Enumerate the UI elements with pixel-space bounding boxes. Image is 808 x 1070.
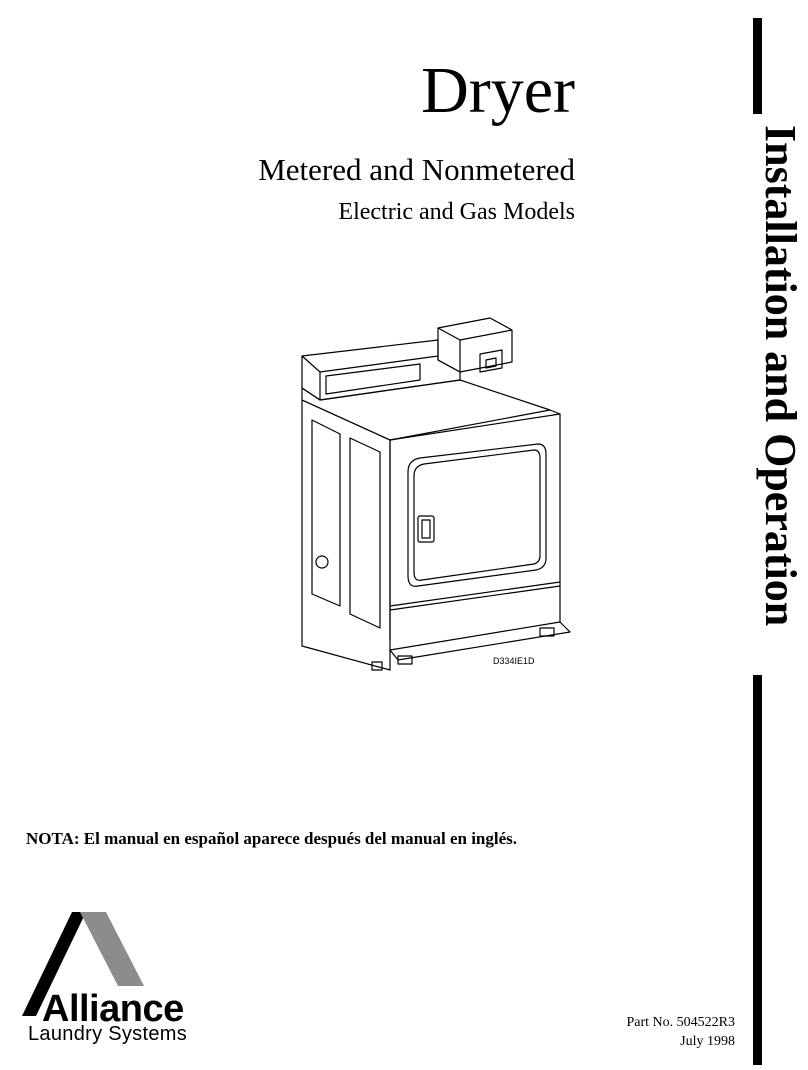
side-label: Installation and Operation: [756, 125, 805, 627]
spanish-note: NOTA: El manual en español aparece después del manual en inglés.: [26, 829, 518, 848]
side-bar-bottom: [753, 675, 762, 1065]
part-number: Part No. 504522R3: [626, 1015, 735, 1030]
publication-date: July 1998: [680, 1034, 735, 1049]
side-bar-top: [753, 18, 762, 114]
logo-subtext: Laundry Systems: [28, 1023, 188, 1045]
document-subtitle: Metered and Nonmetered: [258, 152, 575, 187]
figure-code: D334IE1D: [493, 656, 535, 666]
alliance-logo: [22, 912, 262, 1052]
document-subtitle-models: Electric and Gas Models: [338, 199, 575, 225]
document-title: Dryer: [421, 54, 575, 127]
dryer-illustration: [290, 310, 580, 680]
logo-wordmark: Alliance: [42, 988, 184, 1030]
